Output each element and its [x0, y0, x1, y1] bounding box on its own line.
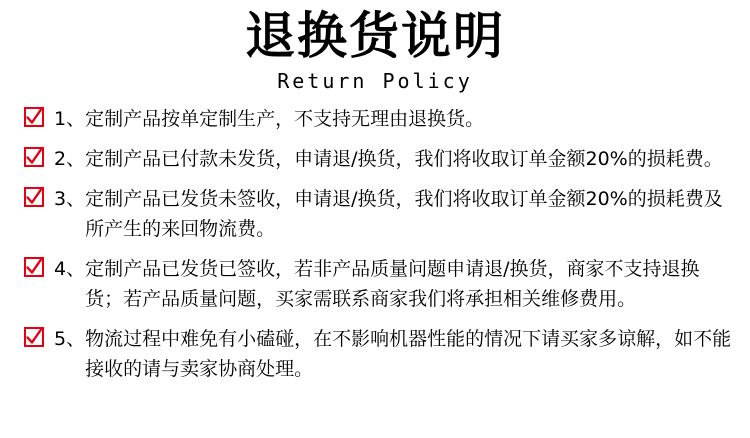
- list-item-number: 1、: [54, 108, 86, 130]
- checkbox-checked-icon: [24, 187, 44, 207]
- page-title: 退换货说明: [245, 7, 505, 65]
- checkbox-checked-icon: [24, 147, 44, 167]
- list-item-number: 4、: [54, 258, 86, 280]
- list-item-number: 3、: [54, 188, 86, 210]
- list-item-number: 5、: [54, 328, 86, 350]
- page-subtitle: Return Policy: [277, 69, 473, 93]
- list-item-text: 物流过程中难免有小磕碰，在不影响机器性能的情况下请买家多谅解，如不能接收的请与卖家协商处理。: [85, 328, 732, 380]
- list-item: [24, 184, 734, 244]
- list-item-text: 定制产品已付款未发货，申请退/换货，我们将收取订单金额20%的损耗费。: [85, 148, 723, 170]
- list-item-text: 定制产品已发货未签收，申请退/换货，我们将收取订单金额20%的损耗费及所产生的来回物流费。: [85, 188, 723, 240]
- checkbox-checked-icon: [24, 257, 44, 277]
- checkbox-checked-icon: [24, 327, 44, 347]
- list-item: [24, 254, 734, 314]
- list-item-text: 定制产品已发货已签收，若非产品质量问题申请退/换货，商家不支持退换货；若产品质量问题，买家需联系商家我们将承担相关维修费用。: [85, 258, 700, 310]
- checkbox-checked-icon: [24, 107, 44, 127]
- policy-list: [0, 104, 750, 384]
- list-item: [24, 104, 734, 134]
- return-policy-page: [0, 6, 750, 438]
- list-item-text: 定制产品按单定制生产，不支持无理由退换货。: [85, 108, 485, 130]
- list-item: [24, 144, 734, 174]
- list-item: [24, 324, 734, 384]
- list-item-number: 2、: [54, 148, 86, 170]
